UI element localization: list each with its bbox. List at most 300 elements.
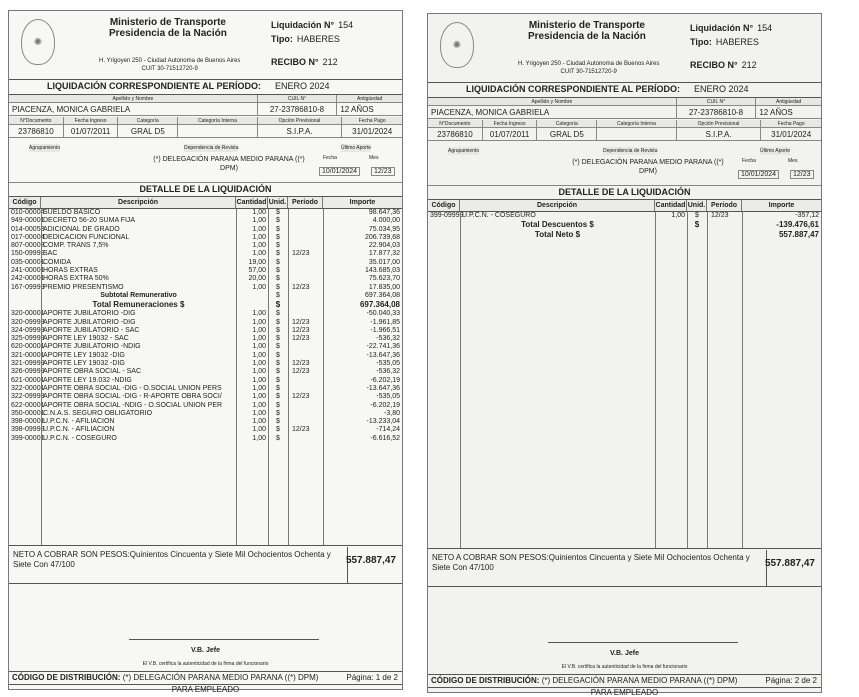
line-amount: 17.877,32	[368, 250, 400, 258]
line-description: U.P.C.N. - COSEGURO	[43, 434, 117, 442]
line-description: APORTE JUBILATORIO -DIG	[43, 310, 136, 318]
hdr-dependencia: Dependencia de Revista	[184, 145, 239, 151]
line-unit: $	[276, 225, 280, 233]
line-code: 807-00003	[11, 242, 45, 250]
line-period: 12/23	[292, 283, 310, 291]
line-amount: -357,12	[795, 212, 819, 219]
line-quantity: 1,00	[252, 376, 266, 384]
table-row	[9, 385, 402, 393]
line-amount: -1.966,51	[370, 326, 400, 334]
line-code: 620-00001	[11, 343, 45, 351]
detalle-title: DETALLE DE LA LIQUIDACIÓN	[9, 184, 402, 197]
line-unit: $	[276, 310, 280, 318]
employee-values-row	[9, 103, 402, 116]
line-amount: -13.233,04	[366, 418, 400, 426]
line-code: 622-00001	[11, 401, 45, 409]
period-value: ENERO 2024	[694, 84, 749, 94]
line-amount: 35.017,00	[368, 258, 400, 266]
signature-line	[129, 639, 319, 640]
employee-cuil: 27-23786810-8	[258, 103, 338, 115]
table-row	[9, 275, 402, 283]
table-row	[9, 410, 402, 418]
table-row	[9, 259, 402, 267]
line-period	[288, 310, 323, 318]
period-label: LIQUIDACIÓN CORRESPONDIENTE AL PERÍODO:	[47, 81, 262, 91]
hdr-fecha-ingreso: Fecha Ingreso	[483, 120, 538, 127]
line-quantity	[655, 220, 687, 230]
tipo-value: HABERES	[296, 34, 340, 44]
line-description: HORAS EXTRAS	[43, 267, 98, 275]
detalle-table	[9, 197, 402, 546]
line-code: 621-00001	[11, 376, 45, 384]
line-quantity: 1,00	[252, 343, 266, 351]
line-description: COMP. TRANS 7,5%	[43, 242, 109, 250]
line-unit: $	[276, 376, 280, 384]
address: H. Yrigoyen 250 - Ciudad Autonoma de Buenos Aires	[518, 61, 660, 67]
line-amount: 17.835,00	[368, 283, 400, 291]
line-unit: $	[276, 283, 280, 291]
line-period	[288, 402, 323, 410]
line-period	[707, 230, 742, 240]
table-header	[9, 197, 402, 209]
line-unit: $	[276, 409, 280, 417]
hdr-fecha-pago: Fecha Pago	[358, 118, 386, 124]
line-period	[288, 343, 323, 351]
line-unit: $	[695, 212, 699, 219]
table-row	[9, 267, 402, 275]
table-row	[9, 234, 402, 242]
line-code: 324-09999	[11, 326, 45, 334]
line-description: HORAS EXTRA 50%	[43, 275, 109, 283]
hdr-cuil: CUIL N°	[677, 98, 757, 105]
hdr-dependencia: Dependencia de Revista	[603, 148, 658, 154]
ministry-line-2: Presidencia de la Nación	[528, 31, 646, 42]
line-quantity: 1,00	[252, 217, 266, 225]
hdr-antiguedad: Antigüedad	[776, 99, 802, 105]
line-quantity: 1,00	[252, 360, 266, 368]
line-code: 320-00001	[11, 310, 45, 318]
hdr-ultimo-aporte: Último Aporte	[341, 145, 372, 151]
line-code: 242-00001	[11, 275, 45, 283]
distribution-label: CÓDIGO DE DISTRIBUCIÓN:	[12, 673, 121, 682]
documento: 23786810	[9, 125, 64, 137]
line-unit: $	[276, 242, 280, 250]
line-period: 12/23	[292, 368, 310, 376]
categoria-interna	[597, 128, 677, 140]
national-seal-icon: ✺	[440, 22, 474, 68]
detalle-title: DETALLE DE LA LIQUIDACIÓN	[428, 187, 821, 200]
line-description: ADICIONAL DE GRADO	[43, 225, 120, 233]
receipt-page-2	[427, 13, 822, 697]
address-block	[518, 60, 659, 76]
line-quantity	[236, 300, 268, 310]
line-description: Total Neto $	[534, 230, 581, 240]
line-quantity: 1,00	[252, 426, 266, 434]
total-row	[428, 230, 821, 240]
line-description: APORTE LEY 19032 - SAC	[43, 335, 129, 343]
line-quantity: 57,00	[248, 267, 266, 275]
line-period: 12/23	[292, 360, 310, 368]
certify-note: El V.B. certifica la autenticidad de la firma del funcionario	[561, 664, 688, 670]
line-code: 322-00001	[11, 384, 45, 392]
table-row	[9, 352, 402, 360]
line-code: 010-00004	[11, 209, 45, 216]
line-description: U.P.C.N. - AFILIACION	[43, 418, 115, 426]
line-code: 326-09999	[11, 368, 45, 376]
line-amount: 98.647,36	[368, 209, 400, 216]
col-importe: Importe	[349, 199, 376, 206]
line-quantity: 1,00	[252, 384, 266, 392]
col-descripcion: Descripción	[460, 200, 655, 211]
employment-header-row	[428, 120, 821, 128]
table-row	[9, 335, 402, 343]
line-unit: $	[276, 275, 280, 283]
line-description: APORTE JUBILATORIO - SAC	[43, 326, 140, 334]
line-unit: $	[276, 401, 280, 409]
line-amount: -535,05	[376, 393, 400, 401]
line-description: APORTE OBRA SOCIAL -DIG - O.SOCIAL UNION PERS	[43, 384, 222, 392]
hdr-nombre: Apellido y Nombre	[9, 95, 258, 102]
line-unit: $	[276, 250, 280, 258]
neto-text: NETO A COBRAR SON PESOS:Quinientos Cincuenta y Siete Mil Ochocientos Ochenta y Siete Con 47/100	[432, 553, 750, 572]
line-code: 241-00001	[11, 267, 45, 275]
line-amount: 75.623,70	[368, 275, 400, 283]
line-description: APORTE LEY 19032 -DIG	[43, 360, 125, 368]
distribution-footer	[9, 671, 402, 685]
liquidacion-info	[271, 18, 353, 46]
line-unit: $	[276, 267, 280, 275]
employee-header-row	[9, 95, 402, 103]
line-code: 949-00001	[11, 217, 45, 225]
hdr-nombre: Apellido y Nombre	[428, 98, 677, 105]
neto-block	[9, 547, 402, 584]
documento: 23786810	[428, 128, 483, 140]
line-period	[288, 435, 323, 443]
vb-jefe: V.B. Jefe	[610, 650, 639, 657]
col-codigo: Código	[9, 197, 41, 208]
table-row	[9, 284, 402, 292]
line-period: 12/23	[292, 250, 310, 258]
col-periodo: Período	[707, 200, 742, 211]
line-unit: $	[276, 434, 280, 442]
employee-antiguedad: 12 AÑOS	[340, 105, 374, 114]
line-code: 398-09999	[11, 426, 45, 434]
line-period: 12/23	[711, 212, 729, 219]
line-unit: $	[276, 426, 280, 434]
line-amount: -13.647,36	[366, 384, 400, 392]
hdr-opcion-previsional: Opción Previsional	[677, 120, 762, 127]
line-period	[288, 418, 323, 426]
hdr-fecha-ingreso: Fecha Ingreso	[64, 117, 119, 124]
line-amount: 22.904,03	[368, 242, 400, 250]
line-unit: $	[276, 318, 280, 326]
table-row	[9, 242, 402, 250]
line-description: U.P.C.N. - COSEGURO	[462, 212, 536, 219]
categoria: GRAL D5	[537, 128, 597, 140]
col-cantidad: Cantidad	[655, 202, 686, 209]
line-description: APORTE OBRA SOCIAL - SAC	[43, 368, 142, 376]
hdr-categoria-interna: Categoría Interna	[597, 120, 677, 127]
recibo-info	[271, 57, 338, 67]
line-code	[428, 220, 460, 230]
line-code: 321-00001	[11, 351, 45, 359]
hdr-fecha: Fecha	[742, 158, 756, 164]
line-unit: $	[276, 393, 280, 401]
line-description: APORTE JUBILATORIO -DIG	[43, 318, 136, 326]
table-row	[9, 217, 402, 225]
fecha-ingreso: 01/07/2011	[64, 125, 119, 137]
opcion-previsional: S.I.P.A.	[677, 128, 762, 140]
employee-values-row	[428, 106, 821, 119]
line-unit	[687, 230, 707, 240]
line-quantity: 1,00	[252, 418, 266, 426]
line-quantity: 1,00	[252, 326, 266, 334]
hdr-mes: Mes	[788, 158, 798, 164]
line-description: U.P.C.N. - AFILIACION	[43, 426, 115, 434]
total-row	[428, 220, 821, 230]
line-code: 320-09999	[11, 318, 45, 326]
line-amount: -139.476,61	[776, 220, 819, 230]
line-quantity	[236, 292, 268, 300]
recibo-label: RECIBO N°	[271, 57, 319, 67]
hdr-categoria-interna: Categoría Interna	[178, 117, 258, 124]
period-label: LIQUIDACIÓN CORRESPONDIENTE AL PERÍODO:	[466, 84, 681, 94]
line-description: APORTE OBRA SOCIAL -NDIG - O.SOCIAL UNION PER	[43, 401, 223, 409]
line-quantity: 1,00	[252, 209, 266, 216]
line-amount: 697.364,08	[359, 300, 400, 310]
line-period	[288, 300, 323, 310]
hdr-opcion-previsional: Opción Previsional	[258, 117, 343, 124]
line-unit: $	[276, 418, 280, 426]
address-block	[99, 57, 240, 73]
line-quantity: 1,00	[252, 393, 266, 401]
line-period	[288, 217, 323, 225]
line-period	[288, 410, 323, 418]
line-unit: $	[276, 351, 280, 359]
opcion-previsional: S.I.P.A.	[258, 125, 343, 137]
tipo-value: HABERES	[715, 37, 759, 47]
line-quantity: 1,00	[252, 283, 266, 291]
hdr-categoria: Categoría	[537, 120, 597, 127]
table-row	[9, 418, 402, 426]
para-empleado: PARA EMPLEADO	[171, 685, 240, 694]
ministry-header	[528, 20, 646, 42]
line-amount: 143.685,03	[364, 267, 400, 275]
line-quantity: 1,00	[252, 409, 266, 417]
hdr-cuil: CUIL N°	[258, 95, 338, 102]
line-period	[288, 226, 323, 234]
dependencia-value: (*) DELEGACIÓN PARANA MEDIO PARANA ((*) DPM)	[572, 159, 724, 175]
line-period	[288, 259, 323, 267]
receipt-page-1	[8, 10, 403, 694]
line-code: 167-09999	[11, 283, 45, 291]
period-bar	[9, 79, 402, 95]
total-row	[9, 300, 402, 310]
page-number: Página: 1 de 2	[346, 673, 398, 682]
col-cantidad: Cantidad	[236, 199, 267, 206]
line-unit: $	[276, 291, 280, 299]
line-code: 399-00001	[11, 434, 45, 442]
neto-text: NETO A COBRAR SON PESOS:Quinientos Cincuenta y Siete Mil Ochocientos Ochenta y Siete Con 47/100	[13, 550, 331, 569]
employee-cuil: 27-23786810-8	[677, 106, 757, 118]
signature-line	[548, 642, 738, 643]
detalle-table	[428, 200, 821, 549]
line-period	[288, 267, 323, 275]
fecha-pago: 31/01/2024	[352, 127, 393, 136]
line-description: SAC	[43, 250, 58, 258]
line-amount: 75.034,95	[368, 225, 400, 233]
hdr-antiguedad: Antigüedad	[357, 96, 383, 102]
line-description: SUELDO BASICO	[43, 209, 101, 216]
ultimo-aporte-mes: 12/23	[790, 170, 814, 179]
line-quantity: 1,00	[252, 310, 266, 318]
line-amount: -3,80	[384, 409, 400, 417]
line-description: APORTE JUBILATORIO -NDIG	[43, 343, 141, 351]
line-unit: $	[276, 209, 280, 216]
ministry-line-1: Ministerio de Transporte	[109, 17, 226, 28]
line-unit: $	[275, 300, 281, 310]
liquidacion-info	[690, 21, 772, 49]
liquidacion-number: 154	[757, 23, 773, 33]
line-description: DECRETO 56-20 SUMA FIJA	[43, 217, 136, 225]
line-amount: -1.961,85	[370, 318, 400, 326]
recibo-info	[690, 60, 757, 70]
recibo-label: RECIBO N°	[690, 60, 738, 70]
neto-amount: 557.887,47	[345, 555, 396, 566]
table-row	[9, 310, 402, 318]
national-seal-icon: ✺	[21, 19, 55, 65]
employee-name: PIACENZA, MONICA GABRIELA	[428, 106, 677, 118]
distribution-footer	[428, 674, 821, 688]
line-code	[428, 230, 460, 240]
ministry-line-1: Ministerio de Transporte	[528, 20, 645, 31]
col-importe: Importe	[768, 202, 795, 209]
line-description: COMIDA	[43, 258, 71, 266]
employee-header-row	[428, 98, 821, 106]
line-code: 322-09999	[11, 393, 45, 401]
line-period	[707, 220, 742, 230]
line-amount: 206.739,68	[364, 233, 400, 241]
col-periodo: Período	[288, 197, 323, 208]
line-description: APORTE LEY 19032 -DIG	[43, 351, 125, 359]
hdr-documento: N°Documento	[9, 117, 64, 124]
line-period	[288, 242, 323, 250]
tipo-label: Tipo:	[271, 34, 293, 44]
line-description: APORTE OBRA SOCIAL -DIG - R-APORTE OBRA SOCI/	[43, 393, 222, 401]
line-amount: 557.887,47	[778, 230, 819, 240]
line-amount: 4.000,00	[372, 217, 400, 225]
line-quantity: 1,00	[252, 401, 266, 409]
line-quantity: 1,00	[671, 212, 685, 219]
line-period	[288, 275, 323, 283]
line-period	[288, 377, 323, 385]
recibo-number: 212	[322, 57, 338, 67]
liquidacion-label: Liquidación N°	[271, 20, 335, 30]
certify-note: El V.B. certifica la autenticidad de la firma del funcionario	[142, 661, 269, 667]
table-row	[9, 250, 402, 258]
table-body	[428, 212, 821, 548]
table-body	[9, 209, 402, 545]
line-period	[288, 352, 323, 360]
tipo-label: Tipo:	[690, 37, 712, 47]
table-row	[9, 426, 402, 434]
line-code: 325-09999	[11, 335, 45, 343]
table-row	[428, 212, 821, 220]
table-row	[9, 343, 402, 351]
dependencia-value: (*) DELEGACIÓN PARANA MEDIO PARANA ((*) DPM)	[153, 156, 305, 172]
ministry-header	[109, 17, 227, 39]
table-row	[9, 209, 402, 217]
line-unit: $	[694, 220, 700, 230]
line-amount: 697.364,08	[364, 291, 400, 299]
liquidacion-number: 154	[338, 20, 354, 30]
line-amount: -536,32	[376, 368, 400, 376]
line-unit: $	[276, 360, 280, 368]
line-code: 150-09999	[11, 250, 45, 258]
employment-values-row	[9, 125, 402, 138]
line-unit: $	[276, 326, 280, 334]
line-amount: -22.741,36	[366, 343, 400, 351]
categoria: GRAL D5	[118, 125, 178, 137]
line-quantity: 1,00	[252, 233, 266, 241]
line-code: 398-00001	[11, 418, 45, 426]
neto-block	[428, 550, 821, 587]
distribution-label: CÓDIGO DE DISTRIBUCIÓN:	[431, 676, 540, 685]
table-row	[9, 435, 402, 443]
line-amount: -13.647,36	[366, 351, 400, 359]
line-amount: -6.616,52	[370, 434, 400, 442]
line-unit: $	[276, 343, 280, 351]
line-quantity: 1,00	[252, 434, 266, 442]
line-code: 321-09999	[11, 360, 45, 368]
table-row	[9, 393, 402, 401]
col-unidad: Unid.	[268, 199, 287, 206]
ultimo-aporte-mes: 12/23	[371, 167, 395, 176]
ultimo-aporte-fecha: 10/01/2024	[738, 170, 779, 179]
line-unit: $	[276, 384, 280, 392]
line-period: 12/23	[292, 335, 310, 343]
line-code: 350-00001	[11, 409, 45, 417]
line-period	[288, 209, 323, 217]
employee-name: PIACENZA, MONICA GABRIELA	[9, 103, 258, 115]
ultimo-aporte-fecha: 10/01/2024	[319, 167, 360, 176]
line-amount: -535,05	[376, 360, 400, 368]
employment-header-row	[9, 117, 402, 125]
line-quantity: 1,00	[252, 250, 266, 258]
hdr-categoria: Categoría	[118, 117, 178, 124]
line-description: APORTE LEY 19.032 -NDIG	[43, 376, 132, 384]
hdr-agrupamiento: Agrupamiento	[448, 148, 480, 154]
hdr-ultimo-aporte: Último Aporte	[760, 148, 791, 154]
line-code: 014-00053	[11, 225, 45, 233]
line-description: PREMIO PRESENTISMO	[43, 283, 124, 291]
line-quantity: 1,00	[252, 351, 266, 359]
liquidacion-label: Liquidación N°	[690, 23, 754, 33]
table-row	[9, 226, 402, 234]
line-amount: -536,32	[376, 335, 400, 343]
line-code	[9, 292, 41, 300]
line-unit: $	[276, 368, 280, 376]
line-quantity: 1,00	[252, 225, 266, 233]
hdr-documento: N°Documento	[428, 120, 483, 127]
line-description: C.N.A.S. SEGURO OBLIGATORIO	[43, 409, 153, 417]
line-quantity: 1,00	[252, 368, 266, 376]
ministry-line-2: Presidencia de la Nación	[109, 28, 227, 39]
table-row	[9, 368, 402, 376]
line-amount: -714,24	[376, 426, 400, 434]
period-bar	[428, 82, 821, 98]
line-code	[9, 300, 41, 310]
